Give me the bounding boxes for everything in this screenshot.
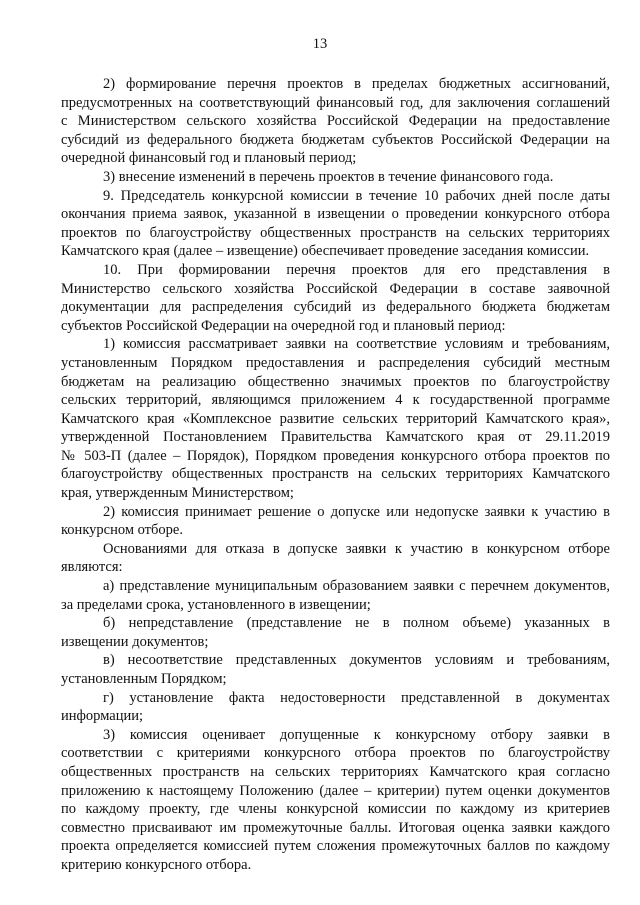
text-line: субсидий из федерального бюджета бюджетам субъектов Российской Федерации на (61, 131, 610, 148)
paragraph (61, 577, 610, 614)
text-line: субъектов Российской Федерации на очередной год и плановый период: (61, 317, 506, 334)
text-line: приложению к настоящему Положению (далее – критерии) путем оценки документов (61, 782, 610, 799)
paragraph (61, 726, 610, 875)
text-line: являются: (61, 559, 123, 576)
paragraph (61, 540, 610, 577)
text-line: 2) комиссия принимает решение о допуске или недопуске заявки к участию в (103, 503, 610, 520)
text-line: бюджетам на реализацию общественно значимых проектов по благоустройству (61, 373, 610, 390)
text-line: установленным Порядком; (61, 671, 227, 687)
text-line: Министерство сельского хозяйства Российской Федерации в составе заявочной (61, 280, 610, 297)
page-number: 13 (312, 36, 328, 52)
paragraph (61, 503, 610, 540)
text-line: утвержденной Постановлением Правительства Камчатского края от 29.11.2019 (61, 429, 610, 446)
text-line: очередной финансовый год и плановый период; (61, 150, 357, 167)
text-line: совместно присваивают им промежуточные баллы. Итоговая оценка заявки каждого (61, 819, 610, 836)
text-line: № 503-П (далее – Порядок), Порядком проведения конкурсного отбора проектов по (61, 447, 610, 464)
text-line: г) установление факта недостоверности представленной в документах (103, 689, 610, 706)
text-line: соответствии с критериями конкурсного отбора проектов по благоустройству (61, 745, 610, 762)
text-line: предусмотренных на соответствующий финансовый год, для заключения соглашений (61, 94, 610, 111)
document-body (61, 75, 610, 875)
paragraph (61, 614, 610, 651)
text-line: документации для распределения субсидий из федерального бюджета бюджетам (61, 299, 610, 316)
text-line: Основаниями для отказа в допуске заявки к участию в конкурсном отборе (103, 540, 610, 557)
text-line: 2) формирование перечня проектов в пределах бюджетных ассигнований, (103, 76, 610, 92)
text-line: проекта определяется комиссией путем сложения промежуточных баллов по каждому (61, 838, 610, 855)
text-line: сельских территорий, являющимся приложением 4 к государственной программе (61, 392, 610, 409)
paragraph (61, 75, 610, 168)
text-line: благоустройству общественных пространств на сельских территориях Камчатского (61, 466, 610, 483)
paragraph (61, 187, 610, 261)
text-line: критерию конкурсного отбора. (61, 856, 252, 873)
text-line: общественных пространств на сельских территориях Камчатского края согласно (61, 763, 610, 780)
text-line: 1) комиссия рассматривает заявки на соответствие условиям и требованиям, (103, 336, 610, 353)
paragraph (61, 335, 610, 502)
text-line: 3) комиссия оценивает допущенные к конкурсному отбору заявки в (103, 726, 610, 743)
text-line: проектов по благоустройству общественных пространств на сельских территориях (61, 224, 610, 241)
text-line: по каждому проекту, где члены конкурсной комиссии по каждому из критериев (61, 801, 610, 818)
text-line: установленным Порядком предоставления и распределения субсидий местным (61, 354, 610, 371)
text-line: б) непредставление (представление не в полном объеме) указанных в (103, 615, 610, 632)
paragraph (61, 261, 610, 335)
text-line: с Министерством сельского хозяйства Российской Федерации на предоставление (61, 113, 610, 130)
text-line: конкурсном отборе. (61, 522, 183, 539)
text-line: а) представление муниципальным образованием заявки с перечнем документов, (103, 578, 610, 595)
text-line: в) несоответствие представленных документов условиям и требованиям, (103, 652, 610, 669)
paragraph (61, 689, 610, 726)
text-line: информации; (61, 708, 144, 725)
text-line: 3) внесение изменений в перечень проектов в течение финансового года. (103, 168, 554, 185)
text-line: Камчатского края (далее – извещение) обеспечивает проведение заседания комиссии. (61, 243, 590, 260)
text-line: 10. При формировании перечня проектов для его представления в (103, 261, 610, 278)
text-line: окончания приема заявок, указанной в извещении о проведении конкурсного отбора (61, 206, 610, 223)
text-line: за пределами срока, установленного в извещении; (61, 596, 371, 613)
text-line: края, утвержденным Министерством; (61, 485, 294, 502)
text-line: извещении документов; (61, 633, 209, 650)
paragraph (61, 168, 610, 187)
text-line: 9. Председатель конкурсной комиссии в течение 10 рабочих дней после даты (103, 187, 610, 204)
paragraph (61, 651, 610, 688)
text-line: Камчатского края «Комплексное развитие сельских территорий Камчатского края», (61, 410, 610, 427)
